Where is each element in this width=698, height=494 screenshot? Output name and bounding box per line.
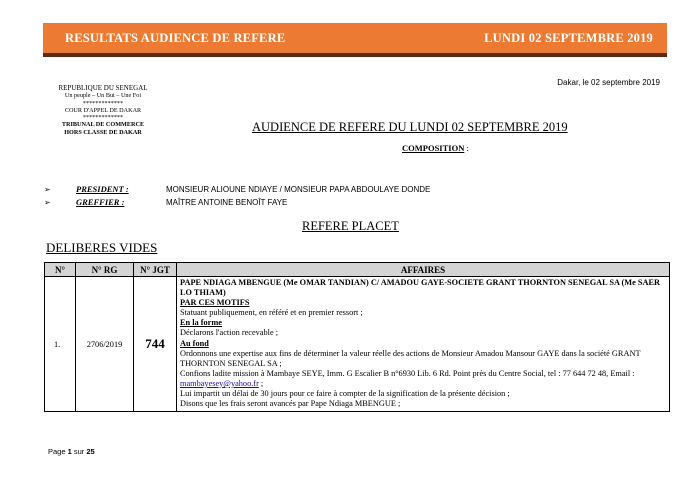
cell-jgt: 744 xyxy=(134,277,177,412)
expert-mission-end: ; xyxy=(258,378,264,388)
president-row xyxy=(44,184,430,194)
refere-placet-heading: REFERE PLACET xyxy=(302,219,399,233)
page-word: Page xyxy=(48,447,68,456)
stars-divider: ************* xyxy=(82,99,124,107)
header-banner xyxy=(43,23,667,57)
president-name: MONSIEUR ALIOUNE NDIAYE / MONSIEUR PAPA ABDOULAYE DONDE xyxy=(166,185,431,194)
au-fond-heading: Au fond xyxy=(180,338,209,348)
greffier-label: GREFFIER : xyxy=(76,197,125,207)
ruling-line: Déclarons l'action recevable ; xyxy=(180,328,279,338)
cell-num: 1. xyxy=(45,277,76,412)
ruling-line: Statuant publiquement, en référé et en premier ressort ; xyxy=(180,308,363,318)
page-total: 25 xyxy=(86,447,95,456)
banner-title: RESULTATS AUDIENCE DE REFERE xyxy=(65,30,286,45)
cell-rg: 2706/2019 xyxy=(76,277,134,412)
composition-heading xyxy=(402,143,469,153)
expert-mission-line xyxy=(180,369,666,389)
col-header-num: N° xyxy=(45,263,76,277)
republic-name: REPUBLIQUE DU SENEGAL xyxy=(58,84,148,92)
greffier-row xyxy=(44,197,287,207)
page-footer xyxy=(48,447,95,456)
court-letterhead xyxy=(48,85,158,136)
page-number: 1 xyxy=(67,447,72,456)
page-sur: sur xyxy=(71,447,87,456)
composition-suffix: : xyxy=(464,143,469,153)
col-header-rg: N° RG xyxy=(76,263,134,277)
composition-label: COMPOSITION xyxy=(402,143,465,153)
tribunal-name: TRIBUNAL DE COMMERCE xyxy=(61,121,145,129)
col-header-jgt: N° JGT xyxy=(134,263,177,277)
expert-mission-text: Confions ladite mission à Mambaye SEYE, Imm. G Escalier B n°6930 Lib. 6 Rd. Point près du Centre Social, tel : 77 644 72 48, Email : xyxy=(180,368,635,378)
stars-divider: ************* xyxy=(82,114,124,122)
expert-email-link[interactable]: mambayesey@yahoo.fr xyxy=(180,378,259,388)
national-motto: Un peuple – Un But – Une Foi xyxy=(64,92,142,100)
arrow-bullet-icon: ➢ xyxy=(44,198,51,207)
president-label: PRESIDENT : xyxy=(76,184,129,194)
en-la-forme-heading: En la forme xyxy=(180,318,222,328)
ruling-line: Lui impartit un délai de 30 jours pour ce faire à compter de la signification de la présente décision ; xyxy=(180,389,510,399)
col-header-affaires: AFFAIRES xyxy=(177,263,670,277)
greffier-name: MAÎTRE ANTOINE BENOÎT FAYE xyxy=(166,198,288,207)
table-row xyxy=(45,277,670,412)
ruling-line: Disons que les frais seront avancés par Pape Ndiaga MBENGUE ; xyxy=(180,399,401,409)
affaires-table xyxy=(44,262,670,412)
deliberes-vides-heading: DELIBERES VIDES xyxy=(46,240,158,255)
case-parties: PAPE NDIAGA MBENGUE (Me OMAR TANDIAN) C/ AMADOU GAYE-SOCIETE GRANT THORNTON SENEGAL SA (Me SAER LO THIAM) xyxy=(180,278,661,298)
hearing-title: AUDIENCE DE REFERE DU LUNDI 02 SEPTEMBRE 2019 xyxy=(252,120,568,134)
document-date: Dakar, le 02 septembre 2019 xyxy=(557,78,660,87)
par-ces-motifs-heading: PAR CES MOTIFS xyxy=(180,298,250,308)
tribunal-class: HORS CLASSE DE DAKAR xyxy=(64,128,142,136)
banner-date: LUNDI 02 SEPTEMBRE 2019 xyxy=(484,30,653,45)
ruling-line: Ordonnons une expertise aux fins de déterminer la valeur réelle des actions de Monsieur Amadou Mansour GAYE dans la société GRANT THORNTON SENEGAL SA ; xyxy=(180,348,641,368)
cell-affaires xyxy=(177,277,670,412)
table-header-row xyxy=(45,263,670,277)
court-name: COUR D'APPEL DE DAKAR xyxy=(64,106,142,114)
arrow-bullet-icon: ➢ xyxy=(44,185,51,194)
